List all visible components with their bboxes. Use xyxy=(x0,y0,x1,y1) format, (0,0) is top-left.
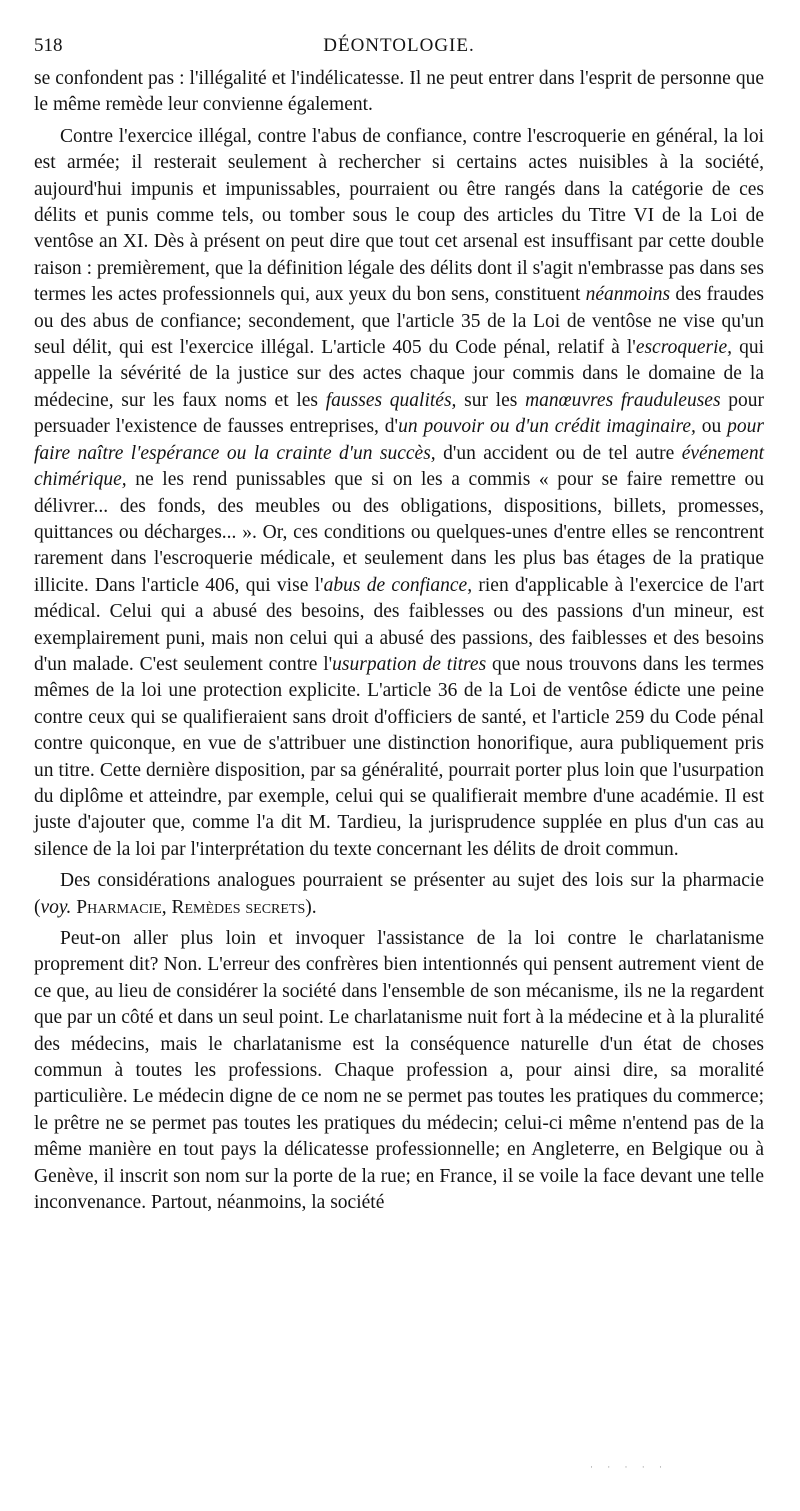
paragraph-text: que nous trouvons dans les termes mêmes de la loi une protection explicite. L'article 36 de la Loi de ventôse édicte une peine contre ceux qui se qualifieraient sans droit d'officiers de santé, et l'article 259 du Code pénal contre quiconque, en vue de s'attribuer une distinction honorifique, aura publiquement pris un titre. Cette dernière disposition, par sa généralité, pourrait porter plus loin que l'usurpation du diplôme et atteindre, par exemple, celui qui se qualifierait membre d'une académie. Il est juste d'ajouter que, comme l'a dit M. Tardieu, la jurisprudence supplée en plus d'un cas au silence de la loi par l'interprétation du texte concernant les délits de droit commun. xyxy=(34,653,764,860)
paragraph-text: sur les xyxy=(456,389,526,411)
italic-text: pour faire naître l'espérance ou la crainte d'un succès, xyxy=(34,416,764,464)
running-title: DÉONTOLOGIE. xyxy=(323,35,475,56)
italic-text: un pouvoir ou d'un crédit imaginaire, xyxy=(398,416,696,438)
paragraph-text: des fraudes ou des abus de confiance; secondement, que l'article 35 de la Loi de ventôse ne vise qu'un seul délit, qui est l'exercice illégal. L'article 405 du Code pénal, relatif à l' xyxy=(34,284,764,359)
italic-text: abus de confiance, xyxy=(323,574,473,596)
italic-text: usurpation de titres xyxy=(332,653,487,675)
paragraph-text: Peut-on aller plus loin et invoquer l'assistance de la loi contre le charlatanisme proprement dit? Non. L'erreur des confrères bien intentionnés qui pensent autrement vient de ce que, au lieu de considérer la société dans l'ensemble de son mécanisme, ils ne la regardent que par un côté et dans un seul point. Le charlatanisme nuit fort à la médecine et à la pluralité des médecins, mais le charlatanisme est la conséquence naturelle d'un état de choses commun à toutes les professions. Chaque profession a, pour ainsi dire, sa moralité particulière. Le médecin digne de ce nom ne se permet pas toutes les pratiques du commerce; le prêtre ne se permet pas toutes les pratiques du médecin; celui-ci même n'entend pas de la même manière en tout pays la délicatesse professionnelle; en Angleterre, en Belgique ou à Genève, il inscrit son nom sur la porte de la rue; en France, il se voile la face devant une telle inconvenance. Partout, néanmoins, la société xyxy=(34,928,764,1214)
paragraph-text: ou xyxy=(695,416,728,438)
paragraph-text: ). xyxy=(305,896,317,918)
paragraph-text: pour persuader l'existence de fausses entreprises, d' xyxy=(34,389,765,438)
paragraph-text: d'un accident ou de tel autre xyxy=(435,442,682,464)
italic-text: voy. xyxy=(40,896,72,918)
paragraph-2 xyxy=(34,124,764,863)
body-text xyxy=(34,66,764,1216)
page-number: 518 xyxy=(34,35,63,56)
paragraph-4 xyxy=(34,926,764,1216)
page-header xyxy=(34,34,764,58)
paragraph-1 xyxy=(34,66,764,119)
italic-text: escroquerie, xyxy=(635,337,733,359)
paragraph-text: se confondent pas : l'illégalité et l'indélicatesse. Il ne peut entrer dans l'esprit de personne que le même remède leur convienne également. xyxy=(34,68,764,116)
italic-text: événement chimérique, xyxy=(34,442,764,491)
paragraph-text: Contre l'exercice illégal, contre l'abus de confiance, contre l'escroquerie en général, la loi est armée; il resterait seulement à rechercher si certains actes nuisibles à la société, aujourd'hui impunis et impunissables, pourraient ou être rangés dans la catégorie de ces délits et punis comme tels, ou tomber sous le coup des articles du Titre VI de la Loi de ventôse an XI. Dès à présent on peut dire que tout cet arsenal est insuffisant par cette double raison : premièrement, que la définition légale des délits dont il s'agit n'embrasse pas dans ses termes les actes professionnels qui, aux yeux du bon sens, constituent xyxy=(34,125,764,306)
paragraph-text: Des considérations analogues pourraient se présenter au sujet des lois sur la pharmacie ( xyxy=(34,870,764,918)
italic-text: néanmoins xyxy=(585,284,671,306)
italic-text: manœuvres frauduleuses xyxy=(525,389,721,411)
cross-reference: Pharmacie, Remèdes secrets xyxy=(76,896,306,918)
paragraph-3 xyxy=(34,868,764,921)
paragraph-text: rien d'applicable à l'exercice de l'art médical. Celui qui a abusé des besoins, des faiblesses ou des passions d'un mineur, est exemplairement puni, mais non celui qui a abusé des passions, des faiblesses et des besoins d'un malade. C'est seulement contre l' xyxy=(34,574,764,675)
italic-text: fausses qualités, xyxy=(325,389,457,411)
paragraph-text: qui appelle la sévérité de la justice sur des actes chaque jour commis dans le domaine de la médecine, sur les faux noms et les xyxy=(34,337,764,411)
footer-marks: · · · · · xyxy=(590,1462,668,1472)
paragraph-text: ne les rend punissables que si on les a commis « pour se faire remettre ou délivrer... des fonds, des meubles ou des obligations, dispositions, billets, promesses, quittances ou décharges... ». Or, ces conditions ou quelques-unes d'entre elles se rencontrent rarement dans l'escroquerie médicale, et seulement dans les plus bas étages de la pratique illicite. Dans l'article 406, qui vise l' xyxy=(34,469,764,596)
